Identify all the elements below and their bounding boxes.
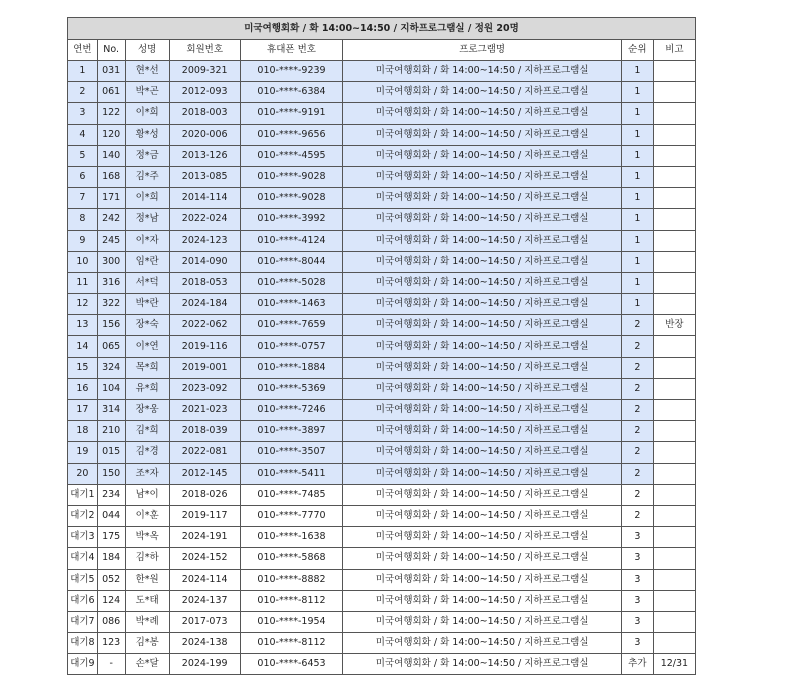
cell-name: 현*선	[125, 61, 169, 82]
cell-name: 이*희	[125, 103, 169, 124]
cell-phone: 010-****-5028	[240, 272, 343, 293]
cell-rank: 3	[621, 527, 653, 548]
cell-name: 유*희	[125, 378, 169, 399]
cell-rank: 3	[621, 611, 653, 632]
cell-rank: 2	[621, 336, 653, 357]
table-row	[68, 103, 696, 124]
cell-seq: 12	[68, 294, 98, 315]
cell-note	[653, 82, 695, 103]
cell-program: 미국여행회화 / 화 14:00~14:50 / 지하프로그램실	[343, 505, 622, 526]
cell-note	[653, 442, 695, 463]
header-name: 성명	[125, 40, 169, 61]
table-row	[68, 654, 696, 675]
table-row	[68, 590, 696, 611]
cell-phone: 010-****-1638	[240, 527, 343, 548]
cell-note	[653, 230, 695, 251]
cell-name: 김*경	[125, 442, 169, 463]
table-row	[68, 82, 696, 103]
table-row	[68, 166, 696, 187]
cell-rank: 1	[621, 251, 653, 272]
cell-name: 박*례	[125, 611, 169, 632]
cell-member-id: 2017-073	[169, 611, 240, 632]
cell-no: 044	[97, 505, 125, 526]
cell-program: 미국여행회화 / 화 14:00~14:50 / 지하프로그램실	[343, 188, 622, 209]
cell-phone: 010-****-9028	[240, 166, 343, 187]
cell-member-id: 2013-085	[169, 166, 240, 187]
cell-no: 061	[97, 82, 125, 103]
cell-rank: 1	[621, 166, 653, 187]
cell-program: 미국여행회화 / 화 14:00~14:50 / 지하프로그램실	[343, 272, 622, 293]
table-row	[68, 484, 696, 505]
cell-no: 124	[97, 590, 125, 611]
header-note: 비고	[653, 40, 695, 61]
cell-seq: 8	[68, 209, 98, 230]
cell-program: 미국여행회화 / 화 14:00~14:50 / 지하프로그램실	[343, 124, 622, 145]
cell-name: 남*이	[125, 484, 169, 505]
cell-program: 미국여행회화 / 화 14:00~14:50 / 지하프로그램실	[343, 336, 622, 357]
cell-rank: 1	[621, 188, 653, 209]
cell-member-id: 2024-123	[169, 230, 240, 251]
cell-name: 황*성	[125, 124, 169, 145]
cell-rank: 1	[621, 230, 653, 251]
table-row	[68, 209, 696, 230]
cell-seq: 18	[68, 421, 98, 442]
cell-program: 미국여행회화 / 화 14:00~14:50 / 지하프로그램실	[343, 209, 622, 230]
cell-rank: 1	[621, 82, 653, 103]
table-row	[68, 421, 696, 442]
cell-name: 이*연	[125, 336, 169, 357]
cell-seq: 1	[68, 61, 98, 82]
cell-member-id: 2023-092	[169, 378, 240, 399]
cell-program: 미국여행회화 / 화 14:00~14:50 / 지하프로그램실	[343, 357, 622, 378]
cell-phone: 010-****-5411	[240, 463, 343, 484]
cell-program: 미국여행회화 / 화 14:00~14:50 / 지하프로그램실	[343, 103, 622, 124]
cell-note	[653, 484, 695, 505]
cell-phone: 010-****-4124	[240, 230, 343, 251]
table-row	[68, 548, 696, 569]
cell-rank: 3	[621, 633, 653, 654]
cell-note	[653, 166, 695, 187]
cell-member-id: 2024-138	[169, 633, 240, 654]
cell-member-id: 2009-321	[169, 61, 240, 82]
cell-program: 미국여행회화 / 화 14:00~14:50 / 지하프로그램실	[343, 442, 622, 463]
cell-program: 미국여행회화 / 화 14:00~14:50 / 지하프로그램실	[343, 654, 622, 675]
cell-note	[653, 124, 695, 145]
cell-phone: 010-****-8044	[240, 251, 343, 272]
cell-seq: 13	[68, 315, 98, 336]
table-row	[68, 378, 696, 399]
cell-rank: 추가	[621, 654, 653, 675]
cell-no: 150	[97, 463, 125, 484]
table-row	[68, 61, 696, 82]
header-member-id: 회원번호	[169, 40, 240, 61]
cell-seq: 대기5	[68, 569, 98, 590]
table-row	[68, 611, 696, 632]
cell-name: 김*주	[125, 166, 169, 187]
cell-seq: 11	[68, 272, 98, 293]
cell-note	[653, 188, 695, 209]
cell-name: 한*원	[125, 569, 169, 590]
cell-note	[653, 548, 695, 569]
table-row	[68, 294, 696, 315]
cell-member-id: 2021-023	[169, 400, 240, 421]
cell-program: 미국여행회화 / 화 14:00~14:50 / 지하프로그램실	[343, 145, 622, 166]
cell-member-id: 2024-199	[169, 654, 240, 675]
cell-note	[653, 633, 695, 654]
cell-rank: 1	[621, 145, 653, 166]
cell-seq: 대기4	[68, 548, 98, 569]
cell-rank: 2	[621, 463, 653, 484]
header-rank: 순위	[621, 40, 653, 61]
cell-no: 052	[97, 569, 125, 590]
cell-name: 목*희	[125, 357, 169, 378]
cell-no: 314	[97, 400, 125, 421]
cell-no: 122	[97, 103, 125, 124]
cell-rank: 1	[621, 294, 653, 315]
cell-member-id: 2013-126	[169, 145, 240, 166]
cell-program: 미국여행회화 / 화 14:00~14:50 / 지하프로그램실	[343, 378, 622, 399]
cell-no: 140	[97, 145, 125, 166]
cell-rank: 1	[621, 272, 653, 293]
cell-name: 이*훈	[125, 505, 169, 526]
cell-phone: 010-****-3992	[240, 209, 343, 230]
table-row	[68, 400, 696, 421]
header-seq: 연번	[68, 40, 98, 61]
table-row	[68, 463, 696, 484]
cell-program: 미국여행회화 / 화 14:00~14:50 / 지하프로그램실	[343, 569, 622, 590]
cell-program: 미국여행회화 / 화 14:00~14:50 / 지하프로그램실	[343, 230, 622, 251]
cell-rank: 2	[621, 315, 653, 336]
cell-member-id: 2024-184	[169, 294, 240, 315]
title-row	[68, 18, 696, 40]
cell-member-id: 2024-152	[169, 548, 240, 569]
cell-phone: 010-****-1954	[240, 611, 343, 632]
cell-note	[653, 421, 695, 442]
cell-phone: 010-****-8882	[240, 569, 343, 590]
cell-seq: 4	[68, 124, 98, 145]
table-row	[68, 357, 696, 378]
cell-rank: 3	[621, 590, 653, 611]
cell-rank: 1	[621, 124, 653, 145]
cell-no: 300	[97, 251, 125, 272]
cell-program: 미국여행회화 / 화 14:00~14:50 / 지하프로그램실	[343, 484, 622, 505]
cell-program: 미국여행회화 / 화 14:00~14:50 / 지하프로그램실	[343, 251, 622, 272]
cell-program: 미국여행회화 / 화 14:00~14:50 / 지하프로그램실	[343, 421, 622, 442]
cell-no: 015	[97, 442, 125, 463]
table-row	[68, 569, 696, 590]
cell-phone: 010-****-9028	[240, 188, 343, 209]
cell-note	[653, 357, 695, 378]
cell-seq: 5	[68, 145, 98, 166]
cell-member-id: 2018-039	[169, 421, 240, 442]
table-title: 미국여행회화 / 화 14:00~14:50 / 지하프로그램실 / 정원 20명	[68, 18, 696, 40]
cell-no: 242	[97, 209, 125, 230]
cell-member-id: 2018-053	[169, 272, 240, 293]
cell-note	[653, 251, 695, 272]
cell-member-id: 2024-191	[169, 527, 240, 548]
table-row	[68, 336, 696, 357]
cell-program: 미국여행회화 / 화 14:00~14:50 / 지하프로그램실	[343, 400, 622, 421]
cell-name: 손*달	[125, 654, 169, 675]
cell-seq: 6	[68, 166, 98, 187]
cell-name: 장*숙	[125, 315, 169, 336]
cell-rank: 2	[621, 421, 653, 442]
cell-seq: 3	[68, 103, 98, 124]
cell-seq: 대기6	[68, 590, 98, 611]
cell-seq: 대기7	[68, 611, 98, 632]
cell-rank: 2	[621, 505, 653, 526]
table-row	[68, 442, 696, 463]
table-row	[68, 188, 696, 209]
cell-note	[653, 590, 695, 611]
cell-note	[653, 145, 695, 166]
cell-member-id: 2019-116	[169, 336, 240, 357]
cell-rank: 2	[621, 442, 653, 463]
cell-program: 미국여행회화 / 화 14:00~14:50 / 지하프로그램실	[343, 633, 622, 654]
cell-member-id: 2014-090	[169, 251, 240, 272]
cell-member-id: 2019-117	[169, 505, 240, 526]
cell-note	[653, 400, 695, 421]
table-row	[68, 272, 696, 293]
cell-note	[653, 527, 695, 548]
cell-member-id: 2012-145	[169, 463, 240, 484]
cell-name: 임*란	[125, 251, 169, 272]
cell-note	[653, 611, 695, 632]
cell-name: 김*하	[125, 548, 169, 569]
cell-program: 미국여행회화 / 화 14:00~14:50 / 지하프로그램실	[343, 590, 622, 611]
cell-no: 175	[97, 527, 125, 548]
cell-name: 이*자	[125, 230, 169, 251]
roster-body	[68, 18, 696, 675]
cell-name: 서*덕	[125, 272, 169, 293]
cell-seq: 15	[68, 357, 98, 378]
cell-note	[653, 336, 695, 357]
cell-rank: 1	[621, 103, 653, 124]
cell-phone: 010-****-5868	[240, 548, 343, 569]
cell-no: -	[97, 654, 125, 675]
cell-no: 156	[97, 315, 125, 336]
cell-seq: 대기1	[68, 484, 98, 505]
cell-seq: 2	[68, 82, 98, 103]
cell-program: 미국여행회화 / 화 14:00~14:50 / 지하프로그램실	[343, 315, 622, 336]
cell-rank: 2	[621, 378, 653, 399]
cell-seq: 16	[68, 378, 98, 399]
cell-rank: 3	[621, 569, 653, 590]
table-row	[68, 315, 696, 336]
cell-member-id: 2022-024	[169, 209, 240, 230]
table-row	[68, 527, 696, 548]
cell-no: 322	[97, 294, 125, 315]
table-row	[68, 633, 696, 654]
cell-program: 미국여행회화 / 화 14:00~14:50 / 지하프로그램실	[343, 82, 622, 103]
cell-phone: 010-****-7485	[240, 484, 343, 505]
table-row	[68, 145, 696, 166]
cell-member-id: 2022-081	[169, 442, 240, 463]
cell-rank: 1	[621, 61, 653, 82]
table-row	[68, 251, 696, 272]
cell-no: 120	[97, 124, 125, 145]
cell-name: 정*남	[125, 209, 169, 230]
cell-no: 086	[97, 611, 125, 632]
cell-name: 김*봉	[125, 633, 169, 654]
cell-program: 미국여행회화 / 화 14:00~14:50 / 지하프로그램실	[343, 294, 622, 315]
cell-note: 반장	[653, 315, 695, 336]
cell-rank: 2	[621, 484, 653, 505]
cell-phone: 010-****-3897	[240, 421, 343, 442]
cell-phone: 010-****-8112	[240, 590, 343, 611]
cell-no: 171	[97, 188, 125, 209]
cell-no: 031	[97, 61, 125, 82]
cell-phone: 010-****-6384	[240, 82, 343, 103]
cell-phone: 010-****-7659	[240, 315, 343, 336]
cell-phone: 010-****-9191	[240, 103, 343, 124]
cell-note	[653, 294, 695, 315]
cell-program: 미국여행회화 / 화 14:00~14:50 / 지하프로그램실	[343, 463, 622, 484]
cell-program: 미국여행회화 / 화 14:00~14:50 / 지하프로그램실	[343, 166, 622, 187]
cell-member-id: 2014-114	[169, 188, 240, 209]
table-row	[68, 505, 696, 526]
cell-member-id: 2018-003	[169, 103, 240, 124]
cell-name: 박*란	[125, 294, 169, 315]
cell-program: 미국여행회화 / 화 14:00~14:50 / 지하프로그램실	[343, 527, 622, 548]
cell-note	[653, 378, 695, 399]
cell-name: 이*희	[125, 188, 169, 209]
cell-seq: 대기3	[68, 527, 98, 548]
cell-phone: 010-****-7246	[240, 400, 343, 421]
cell-name: 김*희	[125, 421, 169, 442]
cell-no: 324	[97, 357, 125, 378]
cell-phone: 010-****-9656	[240, 124, 343, 145]
cell-seq: 14	[68, 336, 98, 357]
cell-program: 미국여행회화 / 화 14:00~14:50 / 지하프로그램실	[343, 548, 622, 569]
cell-note	[653, 209, 695, 230]
cell-phone: 010-****-5369	[240, 378, 343, 399]
cell-seq: 대기2	[68, 505, 98, 526]
cell-no: 168	[97, 166, 125, 187]
cell-phone: 010-****-4595	[240, 145, 343, 166]
cell-no: 210	[97, 421, 125, 442]
cell-phone: 010-****-9239	[240, 61, 343, 82]
cell-no: 234	[97, 484, 125, 505]
cell-rank: 3	[621, 548, 653, 569]
cell-seq: 20	[68, 463, 98, 484]
cell-name: 도*태	[125, 590, 169, 611]
cell-no: 104	[97, 378, 125, 399]
cell-note	[653, 463, 695, 484]
cell-seq: 대기8	[68, 633, 98, 654]
cell-rank: 2	[621, 400, 653, 421]
cell-phone: 010-****-3507	[240, 442, 343, 463]
cell-phone: 010-****-6453	[240, 654, 343, 675]
cell-name: 박*곤	[125, 82, 169, 103]
cell-no: 316	[97, 272, 125, 293]
cell-phone: 010-****-1463	[240, 294, 343, 315]
cell-member-id: 2024-114	[169, 569, 240, 590]
cell-name: 정*금	[125, 145, 169, 166]
cell-phone: 010-****-7770	[240, 505, 343, 526]
cell-seq: 7	[68, 188, 98, 209]
cell-rank: 2	[621, 357, 653, 378]
cell-seq: 19	[68, 442, 98, 463]
header-phone: 휴대폰 번호	[240, 40, 343, 61]
table-row	[68, 124, 696, 145]
roster-table	[67, 17, 696, 675]
cell-phone: 010-****-8112	[240, 633, 343, 654]
cell-no: 065	[97, 336, 125, 357]
cell-no: 184	[97, 548, 125, 569]
cell-no: 245	[97, 230, 125, 251]
cell-program: 미국여행회화 / 화 14:00~14:50 / 지하프로그램실	[343, 611, 622, 632]
cell-phone: 010-****-1884	[240, 357, 343, 378]
cell-member-id: 2019-001	[169, 357, 240, 378]
cell-name: 장*웅	[125, 400, 169, 421]
cell-member-id: 2012-093	[169, 82, 240, 103]
cell-note	[653, 505, 695, 526]
cell-name: 조*자	[125, 463, 169, 484]
cell-phone: 010-****-0757	[240, 336, 343, 357]
cell-name: 박*옥	[125, 527, 169, 548]
cell-member-id: 2018-026	[169, 484, 240, 505]
cell-rank: 1	[621, 209, 653, 230]
cell-note: 12/31	[653, 654, 695, 675]
header-row	[68, 40, 696, 61]
cell-note	[653, 569, 695, 590]
cell-note	[653, 61, 695, 82]
cell-member-id: 2020-006	[169, 124, 240, 145]
cell-seq: 10	[68, 251, 98, 272]
header-program: 프로그램명	[343, 40, 622, 61]
cell-seq: 9	[68, 230, 98, 251]
cell-seq: 대기9	[68, 654, 98, 675]
cell-member-id: 2022-062	[169, 315, 240, 336]
table-row	[68, 230, 696, 251]
cell-program: 미국여행회화 / 화 14:00~14:50 / 지하프로그램실	[343, 61, 622, 82]
cell-note	[653, 272, 695, 293]
cell-note	[653, 103, 695, 124]
cell-member-id: 2024-137	[169, 590, 240, 611]
cell-seq: 17	[68, 400, 98, 421]
cell-no: 123	[97, 633, 125, 654]
header-no: No.	[97, 40, 125, 61]
